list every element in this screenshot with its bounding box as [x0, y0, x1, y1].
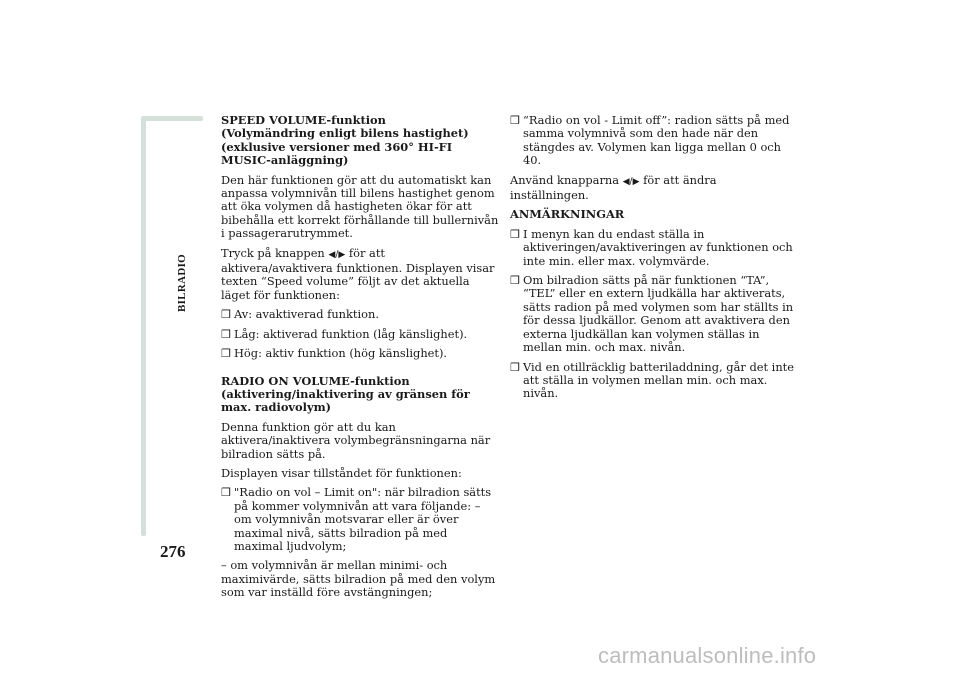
checkbox-bullet-icon: ❒	[221, 486, 231, 500]
list-item	[510, 274, 795, 354]
instruction-pre: Använd knapparna	[510, 172, 623, 187]
list-item	[510, 361, 795, 401]
bullet-text: Vid en otillräcklig batteriladdning, går det inte att ställa in volymen mellan min. och max. nivån.	[523, 359, 794, 401]
speed-volume-instruction	[221, 247, 499, 303]
speed-volume-heading: SPEED VOLUME-funktion (Volymändring enligt bilens hastighet) (exklusive versioner med 360° HI-FI MUSIC-anläggning)	[221, 113, 469, 168]
bullet-text: Hög: aktiv funktion (hög känslighet).	[234, 346, 448, 361]
list-item	[221, 486, 499, 553]
bullet-text: Av: avaktiverad funktion.	[234, 307, 379, 322]
volume-range-text: – om volymnivån är mellan minimi- och maximivärde, sätts bilradion på med den volym som var inställd före avstängningen;	[221, 558, 496, 600]
list-item	[510, 228, 795, 268]
instruction-post: för att aktivera/avaktivera funktionen. Displayen visar texten “Speed volume” följt av det aktuella läget för funktionen:	[221, 245, 495, 302]
list-item	[221, 328, 499, 341]
bullet-text: Låg: aktiverad funktion (låg känslighet).	[234, 326, 468, 341]
instruction-post: för att ändra inställningen.	[510, 172, 717, 203]
list-item	[221, 347, 499, 360]
list-item	[510, 114, 795, 168]
radio-on-volume-heading: RADIO ON VOLUME-funktion (aktivering/inaktivering av gränsen för max. radiovolym)	[221, 373, 470, 415]
bullet-text: "Radio on vol – Limit on": när bilradion sätts på kommer volymnivån att vara följande: – om volymnivån motsvarar eller är över maximal nivå, sätts bilradion på med maximal ljudvolym;	[234, 485, 492, 553]
checkbox-bullet-icon: ❒	[510, 274, 520, 288]
checkbox-bullet-icon: ❒	[221, 347, 231, 361]
right-column	[510, 114, 795, 407]
bullet-text: “Radio on vol - Limit off”: radion sätts på med samma volymnivå som den hade när den stängdes av. Volymen kan ligga mellan 0 och 40.	[523, 113, 790, 168]
bullet-text: I menyn kan du endast ställa in aktiveringen/avaktiveringen av funktionen och inte min. eller max. volymvärde.	[523, 226, 793, 268]
side-rule	[141, 118, 146, 536]
display-state-text: Displayen visar tillståndet för funktionen:	[221, 465, 462, 480]
checkbox-bullet-icon: ❒	[221, 327, 231, 341]
left-right-arrows-icon: ◀/▶	[622, 176, 640, 187]
bullet-text: Om bilradion sätts på när funktionen “TA”, “TEL” eller en extern ljudkälla har aktiverats, sätts radion på med volymen som har ställts in för dessa ljudkällor. Genom att avaktivera den externa ljudkällan kan volymen ställas in mellan min. och max. nivån.	[523, 273, 794, 355]
buttons-instruction	[510, 174, 795, 203]
checkbox-bullet-icon: ❒	[221, 308, 231, 322]
checkbox-bullet-icon: ❒	[510, 360, 520, 374]
notes-heading: ANMÄRKNINGAR	[510, 207, 625, 222]
speed-volume-description: Den här funktionen gör att du automatiskt kan anpassa volymnivån till bilens hastighet genom att öka volymen då hastigheten ökar för att bibehålla ett korrekt förhållande till bullernivån i passagerarutrymmet.	[221, 172, 499, 241]
radio-on-volume-description: Denna funktion gör att du kan aktivera/inaktivera volymbegränsningarna när bilradion sätts på.	[221, 419, 491, 461]
page-number: 276	[160, 542, 186, 561]
checkbox-bullet-icon: ❒	[510, 227, 520, 241]
watermark: carmanualsonline.info	[598, 643, 817, 668]
section-tab: BILRADIO	[176, 253, 188, 312]
left-column	[221, 114, 499, 606]
instruction-pre: Tryck på knappen	[221, 245, 329, 260]
list-item	[221, 308, 499, 321]
left-right-arrows-icon: ◀/▶	[328, 249, 346, 260]
checkbox-bullet-icon: ❒	[510, 114, 520, 127]
side-rule-hook	[141, 116, 203, 121]
